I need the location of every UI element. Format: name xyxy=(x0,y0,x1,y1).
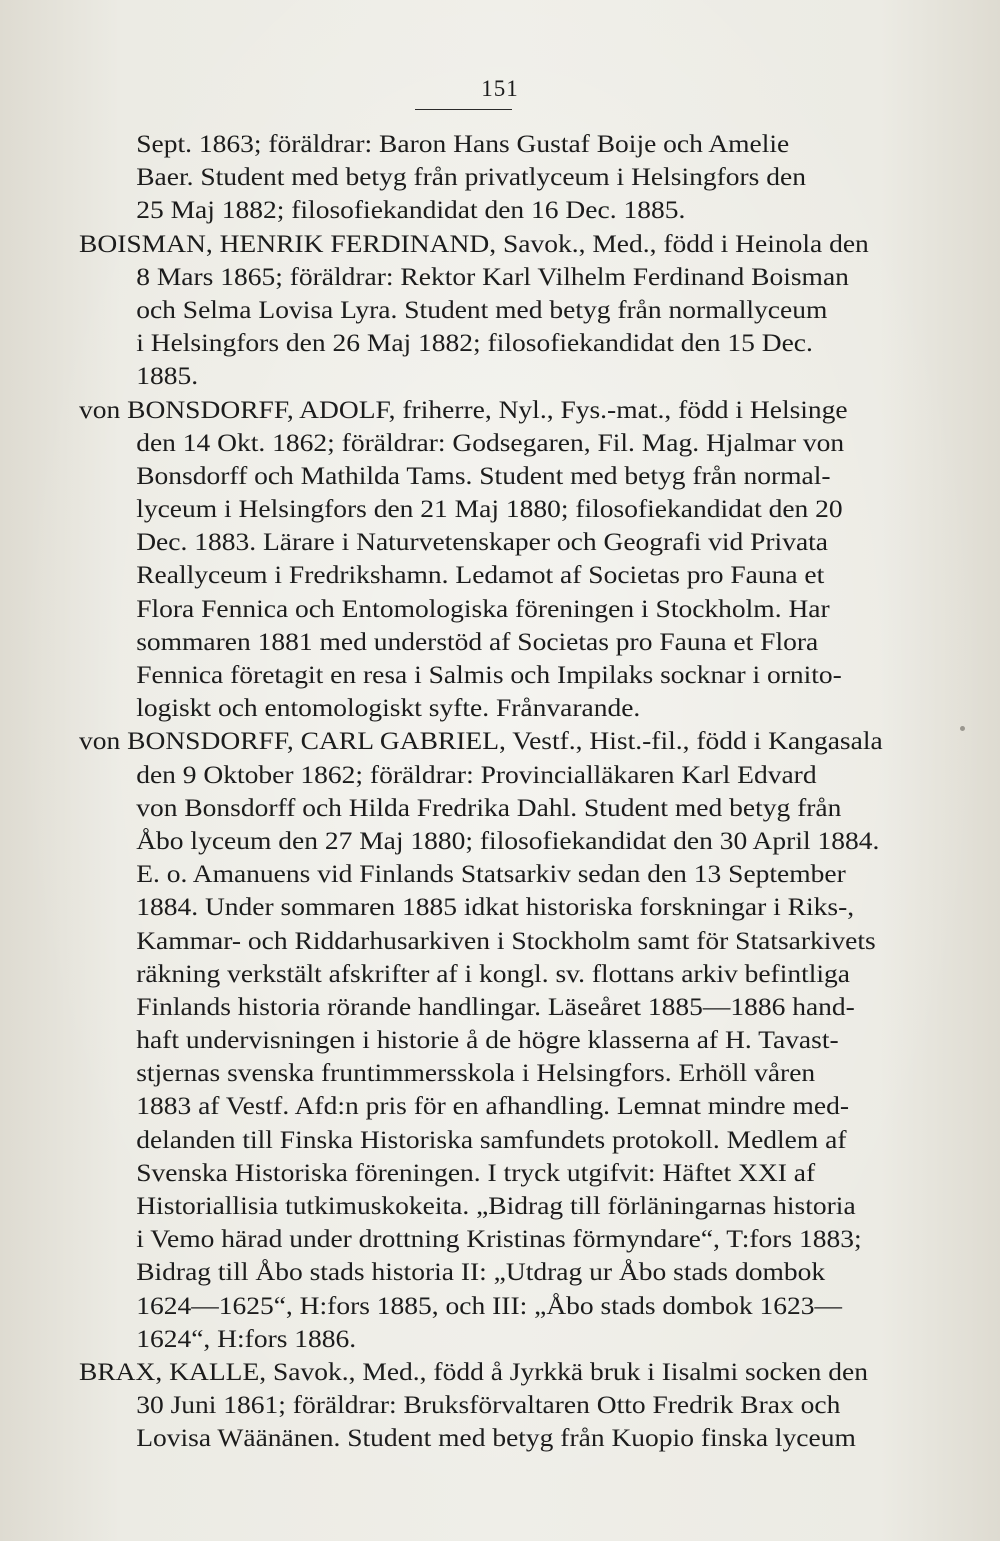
text-line: den 14 Okt. 1862; föräldrar: Godsegaren, Fil. Mag. Hjalmar von xyxy=(136,429,845,457)
text-line: Bonsdorff och Mathilda Tams. Student med betyg från normal- xyxy=(136,462,831,490)
text-line: 1883 af Vestf. Afd:n pris för en afhandling. Lemnat mindre med- xyxy=(136,1093,849,1121)
text-line: 1885. xyxy=(136,363,199,391)
text-line: delanden till Finska Historiska samfundets protokoll. Medlem af xyxy=(136,1126,847,1154)
text-line: Flora Fennica och Entomologiska föreningen i Stockholm. Har xyxy=(136,595,830,623)
text-line: Baer. Student med betyg från privatlyceum i Helsingfors den xyxy=(136,164,806,192)
text-line: BOISMAN, HENRIK FERDINAND, Savok., Med., född i Heinola den xyxy=(79,230,869,258)
text-line: von BONSDORFF, ADOLF, friherre, Nyl., Fys.-mat., född i Helsinge xyxy=(79,396,848,424)
text-line: von Bonsdorff och Hilda Fredrika Dahl. Student med betyg från xyxy=(136,794,842,822)
page-number-rule xyxy=(415,109,512,110)
text-line: Reallyceum i Fredrikshamn. Ledamot af Societas pro Fauna et xyxy=(136,562,825,590)
text-line: stjernas svenska fruntimmersskola i Helsingfors. Erhöll våren xyxy=(136,1060,816,1088)
text-line: Bidrag till Åbo stads historia II: „Utdrag ur Åbo stads dombok xyxy=(136,1259,826,1287)
text-line: lyceum i Helsingfors den 21 Maj 1880; filosofiekandidat den 20 xyxy=(136,496,843,524)
text-line: haft undervisningen i historie å de högre klasserna af H. Tavast- xyxy=(136,1027,839,1055)
margin-speck xyxy=(960,726,965,731)
text-line: Sept. 1863; föräldrar: Baron Hans Gustaf Boije och Amelie xyxy=(136,131,790,158)
text-line: BRAX, KALLE, Savok., Med., född å Jyrkkä bruk i Iisalmi socken den xyxy=(79,1358,868,1386)
text-line: 30 Juni 1861; föräldrar: Bruksförvaltaren Otto Fredrik Brax och xyxy=(136,1392,841,1420)
text-line: den 9 Oktober 1862; föräldrar: Provincialläkaren Karl Edvard xyxy=(136,761,817,789)
text-line: 1624“, H:fors 1886. xyxy=(136,1325,357,1353)
text-line: räkning verkstält afskrifter af i kongl. sv. flottans arkiv befintliga xyxy=(136,960,850,988)
text-line: Dec. 1883. Lärare i Naturvetenskaper och Geografi vid Privata xyxy=(136,529,828,557)
text-line: Historiallisia tutkimuskokeita. „Bidrag till förläningarnas historia xyxy=(136,1193,856,1220)
page-number: 151 xyxy=(481,76,519,101)
text-line: och Selma Lovisa Lyra. Student med betyg från normallyceum xyxy=(136,296,828,324)
text-line: 1624—1625“, H:fors 1885, och III: „Åbo stads dombok 1623— xyxy=(136,1292,842,1320)
text-line: Kammar- och Riddarhusarkiven i Stockholm samt för Statsarkivets xyxy=(136,927,876,955)
text-line: von BONSDORFF, CARL GABRIEL, Vestf., Hist.-fil., född i Kangasala xyxy=(79,728,883,756)
text-line: Åbo lyceum den 27 Maj 1880; filosofiekandidat den 30 April 1884. xyxy=(136,827,880,855)
text-line: Svenska Historiska föreningen. I tryck utgifvit: Häftet XXI af xyxy=(136,1159,816,1187)
text-line: logiskt och entomologiskt syfte. Frånvarande. xyxy=(136,695,641,723)
text-line: E. o. Amanuens vid Finlands Statsarkiv sedan den 13 September xyxy=(136,861,846,889)
text-line: i Vemo härad under drottning Kristinas förmyndare“, T:fors 1883; xyxy=(136,1226,862,1254)
body-text xyxy=(79,128,917,1456)
text-line: 1884. Under sommaren 1885 idkat historiska forskningar i Riks-, xyxy=(136,894,855,922)
text-line: Lovisa Wäänänen. Student med betyg från Kuopio finska lyceum xyxy=(136,1425,856,1453)
text-line: i Helsingfors den 26 Maj 1882; filosofiekandidat den 15 Dec. xyxy=(136,330,813,358)
text-line: sommaren 1881 med understöd af Societas pro Fauna et Flora xyxy=(136,628,819,656)
text-line: 25 Maj 1882; filosofiekandidat den 16 Dec. 1885. xyxy=(136,197,686,225)
text-line: 8 Mars 1865; föräldrar: Rektor Karl Vilhelm Ferdinand Boisman xyxy=(136,263,849,291)
text-line: Finlands historia rörande handlingar. Läseåret 1885—1886 hand- xyxy=(136,993,855,1021)
text-line: Fennica företagit en resa i Salmis och Impilaks socknar i ornito- xyxy=(136,662,842,689)
